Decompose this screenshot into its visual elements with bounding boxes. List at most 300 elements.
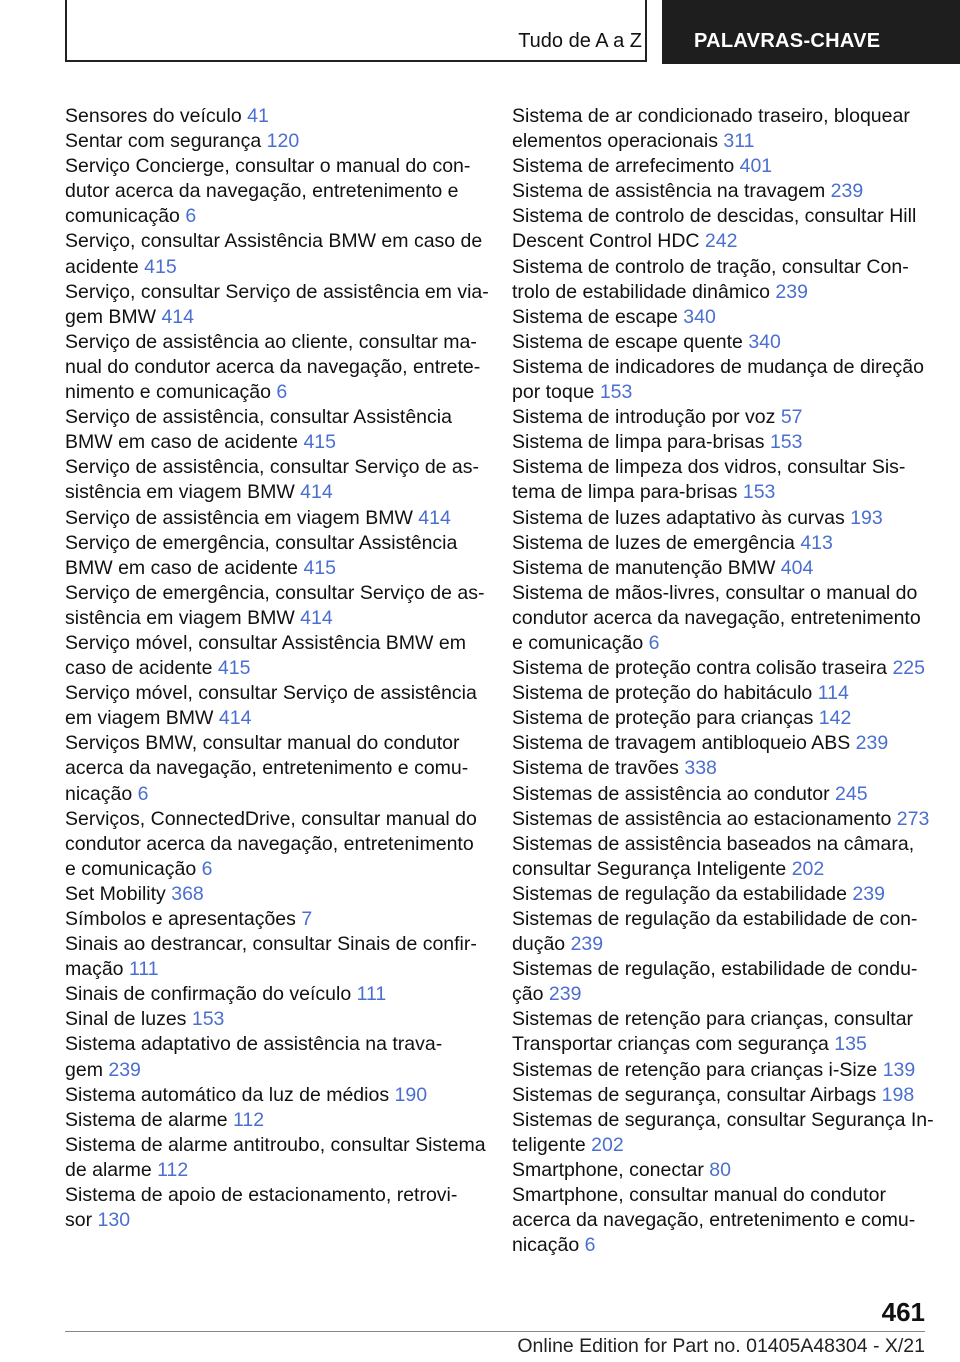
index-entry (512, 179, 932, 204)
index-term: Sistema de introdução por voz (512, 406, 776, 429)
index-term: Sistema de controlo de tração, consultar Con- (512, 255, 909, 278)
index-entry (512, 782, 932, 807)
page-number: 461 (881, 1297, 925, 1327)
index-entry-line (512, 556, 932, 581)
index-term: Sistema de escape (512, 305, 678, 328)
index-entry-line (65, 606, 485, 631)
index-entry-line (512, 129, 932, 154)
index-term: Sentar com segurança (65, 130, 262, 153)
index-entry (65, 1083, 485, 1108)
index-entry-line (512, 631, 932, 656)
index-entry-line (512, 179, 932, 204)
index-entry-line (65, 455, 485, 480)
page-reference-link[interactable]: 414 (418, 506, 451, 529)
index-entry-line (512, 380, 932, 405)
index-entry-line (65, 807, 485, 832)
index-entry-line (512, 305, 932, 330)
index-term: Sistema de manutenção BMW (512, 556, 776, 579)
index-term: Sistemas de regulação, estabilidade de condu- (512, 958, 918, 981)
index-term: em viagem BMW (65, 707, 214, 730)
index-entry-line (65, 506, 485, 531)
index-term: Serviços, ConnectedDrive, consultar manual do (65, 807, 477, 830)
index-entry-line (65, 104, 485, 129)
page-reference-link[interactable]: 245 (835, 782, 868, 805)
index-column-left (65, 104, 489, 1233)
page-reference-link[interactable]: 6 (137, 782, 149, 805)
index-term: gem BMW (65, 305, 157, 328)
index-entry-line (512, 1233, 932, 1258)
index-entry-line (65, 1083, 485, 1108)
index-entry-line (512, 807, 932, 832)
index-entry (512, 1108, 932, 1158)
index-term: Sistemas de retenção para crianças, consultar (512, 1008, 914, 1031)
index-entry (65, 1133, 485, 1183)
index-term: Serviço, consultar Serviço de assistência em via- (65, 280, 489, 303)
index-term: de alarme (65, 1158, 152, 1181)
page-reference-link[interactable]: 114 (817, 682, 849, 705)
index-entry-line (512, 255, 932, 280)
index-term: Descent Control HDC (512, 230, 700, 253)
index-entry (512, 430, 932, 455)
index-entry-line (65, 857, 485, 882)
index-entry-line (65, 531, 485, 556)
index-entry-line (512, 330, 932, 355)
index-term: acidente (65, 255, 139, 278)
page-reference-link[interactable]: 225 (892, 657, 925, 680)
index-term: Sistema de proteção contra colisão traseira (512, 657, 888, 680)
index-entry-line (512, 154, 932, 179)
index-entry (512, 330, 932, 355)
index-entry-line (512, 731, 932, 756)
page-reference-link[interactable]: 404 (780, 556, 814, 579)
index-entry (512, 706, 932, 731)
index-entry-line (512, 531, 932, 556)
index-entry-line (65, 179, 485, 204)
index-entry-line (512, 204, 932, 229)
index-entry-line (512, 104, 932, 129)
index-term: Sistema de apoio de estacionamento, retrovi- (65, 1184, 458, 1207)
index-term: nimento e comunicação (65, 381, 271, 404)
page-reference-link[interactable]: 239 (570, 933, 604, 956)
index-entry-line (65, 380, 485, 405)
index-entry-line (65, 129, 485, 154)
index-entry-line (512, 656, 932, 681)
page-reference-link[interactable]: 111 (128, 958, 159, 981)
index-term: Sistema de alarme antitroubo, consultar Sistema (65, 1133, 486, 1156)
index-term: Serviço de assistência, consultar Serviço de as- (65, 456, 480, 479)
index-term: Sistema de luzes adaptativo às curvas (512, 506, 845, 529)
index-entry (65, 280, 489, 330)
index-term: comunicação (65, 205, 180, 228)
index-entry-line (512, 606, 932, 631)
page-header (65, 0, 960, 64)
index-entry-line (512, 1208, 932, 1233)
index-entry-line (512, 1058, 932, 1083)
index-term: BMW em caso de acidente (65, 431, 299, 454)
index-entry-line (65, 706, 485, 731)
index-entry-line (512, 506, 932, 531)
index-term: Sinal de luzes (65, 1008, 187, 1031)
index-entry (512, 807, 932, 832)
page-reference-link[interactable]: 414 (300, 606, 333, 629)
index-entry (512, 405, 932, 430)
index-term: Smartphone, conectar (512, 1158, 704, 1181)
index-entry-line (512, 982, 932, 1007)
index-entry-line (65, 1032, 485, 1057)
index-entry (65, 807, 485, 882)
index-entry (65, 1007, 485, 1032)
index-entry-line (512, 932, 932, 957)
page-reference-link[interactable]: 415 (217, 657, 251, 680)
index-entry (65, 631, 485, 681)
page-reference-link[interactable]: 415 (303, 556, 336, 579)
index-entry-line (65, 405, 485, 430)
index-entry (65, 907, 485, 932)
index-term: Sistema de travagem antibloqueio ABS (512, 732, 851, 755)
index-entry (512, 556, 932, 581)
footer-edition: Online Edition for Part no. 01405A48304 - X/21 (517, 1335, 925, 1357)
page-reference-link[interactable]: 311 (723, 130, 755, 153)
index-entry-line (512, 430, 932, 455)
index-term: dutor acerca da navegação, entretenimento e (65, 180, 459, 203)
index-term: Sistema adaptativo de assistência na trava- (65, 1033, 443, 1056)
index-entry-line (65, 229, 485, 254)
index-term: Serviço de assistência ao cliente, consultar ma- (65, 330, 477, 353)
index-term: Sistemas de regulação da estabilidade de con- (512, 908, 918, 930)
index-entry (65, 330, 485, 405)
index-entry-line (512, 480, 932, 505)
index-entry (512, 907, 932, 957)
page-reference-link[interactable]: 41 (247, 105, 269, 127)
index-entry-line (65, 305, 485, 330)
index-entry-line (512, 706, 932, 731)
index-term: acerca da navegação, entretenimento e comu- (65, 757, 469, 780)
page-reference-link[interactable]: 130 (97, 1209, 131, 1232)
page-reference-link[interactable]: 414 (161, 305, 194, 328)
index-entry-line (512, 280, 932, 305)
index-entry-line (512, 1032, 932, 1057)
index-term: tema de limpa para-brisas (512, 481, 738, 504)
index-term: elementos operacionais (512, 130, 718, 153)
index-entry (512, 832, 932, 882)
index-term: Sistema de proteção do habitáculo (512, 682, 813, 705)
index-entry (65, 731, 485, 806)
index-term: Sistemas de segurança, consultar Airbags (512, 1083, 877, 1106)
index-term: Sistema de mãos-livres, consultar o manual do (512, 581, 918, 604)
index-entry-line (65, 681, 485, 706)
index-term: Sistema de limpa para-brisas (512, 431, 765, 454)
index-entry-line (65, 756, 485, 781)
page-reference-link[interactable]: 340 (683, 305, 716, 328)
page-reference-link[interactable]: 415 (303, 431, 336, 454)
index-term: mação (65, 958, 124, 981)
page-reference-link[interactable]: 368 (171, 882, 204, 905)
index-term: Sistemas de assistência ao condutor (512, 782, 830, 805)
index-term: Serviço, consultar Assistência BMW em caso de (65, 230, 483, 253)
index-entry-line (65, 782, 485, 807)
index-entry (512, 154, 932, 179)
index-entry (512, 882, 932, 907)
page-reference-link[interactable]: 239 (108, 1058, 141, 1081)
index-entry (65, 506, 485, 531)
index-entry (65, 154, 485, 229)
index-term: Sistemas de retenção para crianças i-Size (512, 1058, 878, 1081)
index-entry (65, 455, 485, 505)
index-entry-line (65, 1183, 485, 1208)
index-entry (65, 982, 485, 1007)
index-entry (512, 1058, 932, 1083)
page-reference-link[interactable]: 6 (276, 381, 288, 404)
index-entry (65, 1032, 485, 1082)
index-entry-line (512, 832, 932, 857)
index-entry-line (512, 1083, 932, 1108)
index-entry (512, 255, 932, 305)
page-reference-link[interactable]: 239 (548, 983, 582, 1006)
index-entry (65, 1183, 485, 1233)
index-term: Serviço móvel, consultar Serviço de assistência (65, 682, 477, 705)
chapter-tab: PALAVRAS-CHAVE (662, 0, 960, 64)
index-entry-line (65, 982, 485, 1007)
index-entry-line (512, 455, 932, 480)
index-entry (512, 104, 932, 154)
index-term: Sistemas de segurança, consultar Segurança In- (512, 1108, 934, 1131)
index-term: Serviço de assistência em viagem BMW (65, 506, 413, 529)
page-reference-link[interactable]: 338 (684, 757, 717, 780)
index-entry (512, 1158, 932, 1183)
index-term: Serviço Concierge, consultar o manual do con- (65, 155, 471, 178)
index-term: Sistema de alarme (65, 1108, 228, 1131)
index-term: condutor acerca da navegação, entretenimento (65, 832, 474, 855)
page-reference-link[interactable]: 153 (191, 1008, 225, 1031)
index-entry (512, 506, 932, 531)
footer-divider (65, 1331, 925, 1332)
index-term: Serviço móvel, consultar Assistência BMW em (65, 631, 466, 654)
index-entry (65, 882, 485, 907)
index-entry-line (512, 1133, 932, 1158)
page-reference-link[interactable]: 202 (591, 1133, 624, 1156)
index-term: ção (512, 983, 544, 1006)
index-entry-line (65, 882, 485, 907)
index-term: Sistema automático da luz de médios (65, 1083, 390, 1106)
index-term: nicação (65, 782, 133, 805)
index-entry (65, 104, 485, 129)
index-entry-line (512, 405, 932, 430)
index-entry (65, 129, 485, 154)
index-entry-line (65, 154, 485, 179)
page-reference-link[interactable]: 6 (185, 205, 197, 228)
index-entry-line (512, 1007, 932, 1032)
index-term: por toque (512, 381, 595, 404)
index-entry-line (512, 1183, 932, 1208)
page-reference-link[interactable]: 401 (739, 155, 773, 178)
index-entry-line (65, 1133, 486, 1158)
index-term: condutor acerca da navegação, entretenimento (512, 606, 921, 629)
page-reference-link[interactable]: 135 (834, 1033, 867, 1056)
index-entry-line (65, 480, 485, 505)
page-reference-link[interactable]: 153 (599, 381, 633, 404)
page-reference-link[interactable]: 6 (201, 857, 213, 880)
index-entry-line (65, 1158, 485, 1183)
index-entry-line (65, 907, 485, 932)
page-reference-link[interactable]: 120 (266, 130, 300, 153)
index-entry (512, 957, 932, 1007)
index-term: e comunicação (512, 631, 644, 654)
index-term: Smartphone, consultar manual do condutor (512, 1184, 886, 1207)
index-entry-line (512, 355, 932, 380)
page-reference-link[interactable]: 139 (882, 1058, 916, 1081)
index-term: Sistema de controlo de descidas, consultar Hill (512, 205, 917, 228)
index-entry (512, 355, 932, 405)
index-term: Sistema de ar condicionado traseiro, bloquear (512, 105, 910, 127)
index-entry-line (65, 355, 485, 380)
index-entry (512, 305, 932, 330)
index-term: Sistema de assistência na travagem (512, 180, 826, 203)
index-entry-line (65, 330, 485, 355)
page-reference-link[interactable]: 142 (818, 707, 852, 730)
index-term: Sistema de indicadores de mudança de direção (512, 355, 924, 378)
index-entry-line (65, 656, 485, 681)
page-reference-link[interactable]: 242 (704, 230, 738, 253)
index-entry-line (65, 957, 485, 982)
index-term: Sinais ao destrancar, consultar Sinais de confir- (65, 933, 477, 956)
index-term: Serviço de emergência, consultar Serviço de as- (65, 581, 485, 604)
page-reference-link[interactable]: 239 (775, 280, 808, 303)
index-entry-line (65, 255, 485, 280)
page-reference-link[interactable]: 413 (800, 531, 833, 554)
index-entry-line (65, 556, 485, 581)
index-term: caso de acidente (65, 657, 213, 680)
index-entry (512, 1183, 932, 1258)
index-entry (65, 681, 485, 731)
index-entry-line (65, 932, 485, 957)
index-entry (512, 756, 932, 781)
index-entry (65, 932, 485, 982)
page-reference-link[interactable]: 414 (300, 481, 333, 504)
page-reference-link[interactable]: 153 (769, 431, 803, 454)
page-reference-link[interactable]: 239 (852, 882, 885, 905)
index-entry-line (512, 681, 932, 706)
index-term: Sistema de arrefecimento (512, 155, 735, 178)
index-term: Sistema de luzes de emergência (512, 531, 795, 554)
page-reference-link[interactable]: 6 (648, 631, 660, 654)
page-reference-link[interactable]: 112 (233, 1108, 265, 1131)
index-term: Serviços BMW, consultar manual do condutor (65, 732, 460, 755)
index-term: Serviço de emergência, consultar Assistência (65, 531, 458, 554)
page-reference-link[interactable]: 111 (356, 983, 387, 1006)
index-entry-line (512, 907, 932, 932)
index-term: consultar Segurança Inteligente (512, 857, 787, 880)
page-reference-link[interactable]: 193 (850, 506, 883, 529)
page-reference-link[interactable]: 198 (881, 1083, 915, 1106)
index-term: sor (65, 1209, 93, 1232)
index-term: sistência em viagem BMW (65, 606, 295, 629)
index-entry-line (65, 204, 485, 229)
index-entry-line (65, 1108, 485, 1133)
index-entry-line (65, 1058, 485, 1083)
page-reference-link[interactable]: 112 (157, 1158, 189, 1181)
page-reference-link[interactable]: 6 (584, 1234, 596, 1257)
index-entry-line (65, 280, 489, 305)
index-entry (512, 656, 932, 681)
index-entry (512, 731, 932, 756)
index-term: acerca da navegação, entretenimento e comu- (512, 1209, 916, 1232)
index-term: Símbolos e apresentações (65, 908, 296, 930)
index-term: Sistema de travões (512, 757, 679, 780)
page-reference-link[interactable]: 415 (144, 255, 177, 278)
index-term: Transportar crianças com segurança (512, 1033, 829, 1056)
index-entry-line (512, 882, 932, 907)
index-term: Sinais de confirmação do veículo (65, 983, 352, 1006)
index-term: Sistema de escape quente (512, 330, 743, 353)
index-entry (65, 531, 485, 581)
page-reference-link[interactable]: 190 (394, 1083, 428, 1106)
index-entry (512, 681, 932, 706)
index-term: Set Mobility (65, 882, 166, 905)
index-entry (512, 531, 932, 556)
index-term: gem (65, 1058, 103, 1081)
index-entry (512, 1083, 932, 1108)
index-term: Sistemas de assistência ao estacionamento (512, 807, 892, 830)
index-entry (512, 581, 932, 656)
index-entry-line (512, 581, 932, 606)
page-reference-link[interactable]: 80 (709, 1158, 731, 1181)
index-term: trolo de estabilidade dinâmico (512, 280, 770, 303)
index-term: Sistema de proteção para crianças (512, 707, 814, 730)
index-term: teligente (512, 1133, 586, 1156)
index-term: Serviço de assistência, consultar Assistência (65, 406, 452, 429)
index-term: sistência em viagem BMW (65, 481, 295, 504)
index-column-right (512, 104, 932, 1258)
page-reference-link[interactable]: 7 (301, 908, 313, 930)
index-term: nicação (512, 1234, 580, 1257)
index-entry-line (512, 857, 932, 882)
index-entry-line (65, 832, 485, 857)
index-entry (512, 204, 932, 254)
index-entry-line (512, 756, 932, 781)
index-entry-line (512, 1108, 934, 1133)
index-term: Sistemas de assistência baseados na câmara, (512, 832, 915, 855)
index-term: dução (512, 933, 566, 956)
index-entry-line (512, 229, 932, 254)
page-reference-link[interactable]: 239 (855, 732, 889, 755)
page-reference-link[interactable]: 273 (896, 807, 930, 830)
index-entry-line (65, 581, 485, 606)
index-term: Sensores do veículo (65, 105, 242, 127)
page-reference-link[interactable]: 340 (748, 330, 781, 353)
index-entry-line (512, 782, 932, 807)
index-entry (65, 229, 485, 279)
index-entry-line (512, 1158, 932, 1183)
page-reference-link[interactable]: 57 (780, 406, 803, 429)
page-reference-link[interactable]: 414 (218, 707, 252, 730)
index-entry-line (512, 957, 932, 982)
index-term: e comunicação (65, 857, 197, 880)
page-reference-link[interactable]: 153 (742, 481, 776, 504)
index-entry (65, 581, 485, 631)
index-entry-line (65, 1208, 485, 1233)
page-reference-link[interactable]: 239 (830, 180, 864, 203)
index-entry-line (65, 631, 485, 656)
index-entry (65, 1108, 485, 1133)
index-entry (512, 455, 932, 505)
section-title: Tudo de A a Z (518, 30, 642, 52)
index-entry-line (65, 731, 485, 756)
index-entry-line (65, 1007, 485, 1032)
index-entry-line (65, 430, 485, 455)
page-reference-link[interactable]: 202 (791, 857, 825, 880)
index-term: Sistema de limpeza dos vidros, consultar Sis- (512, 456, 906, 479)
index-entry (65, 405, 485, 455)
